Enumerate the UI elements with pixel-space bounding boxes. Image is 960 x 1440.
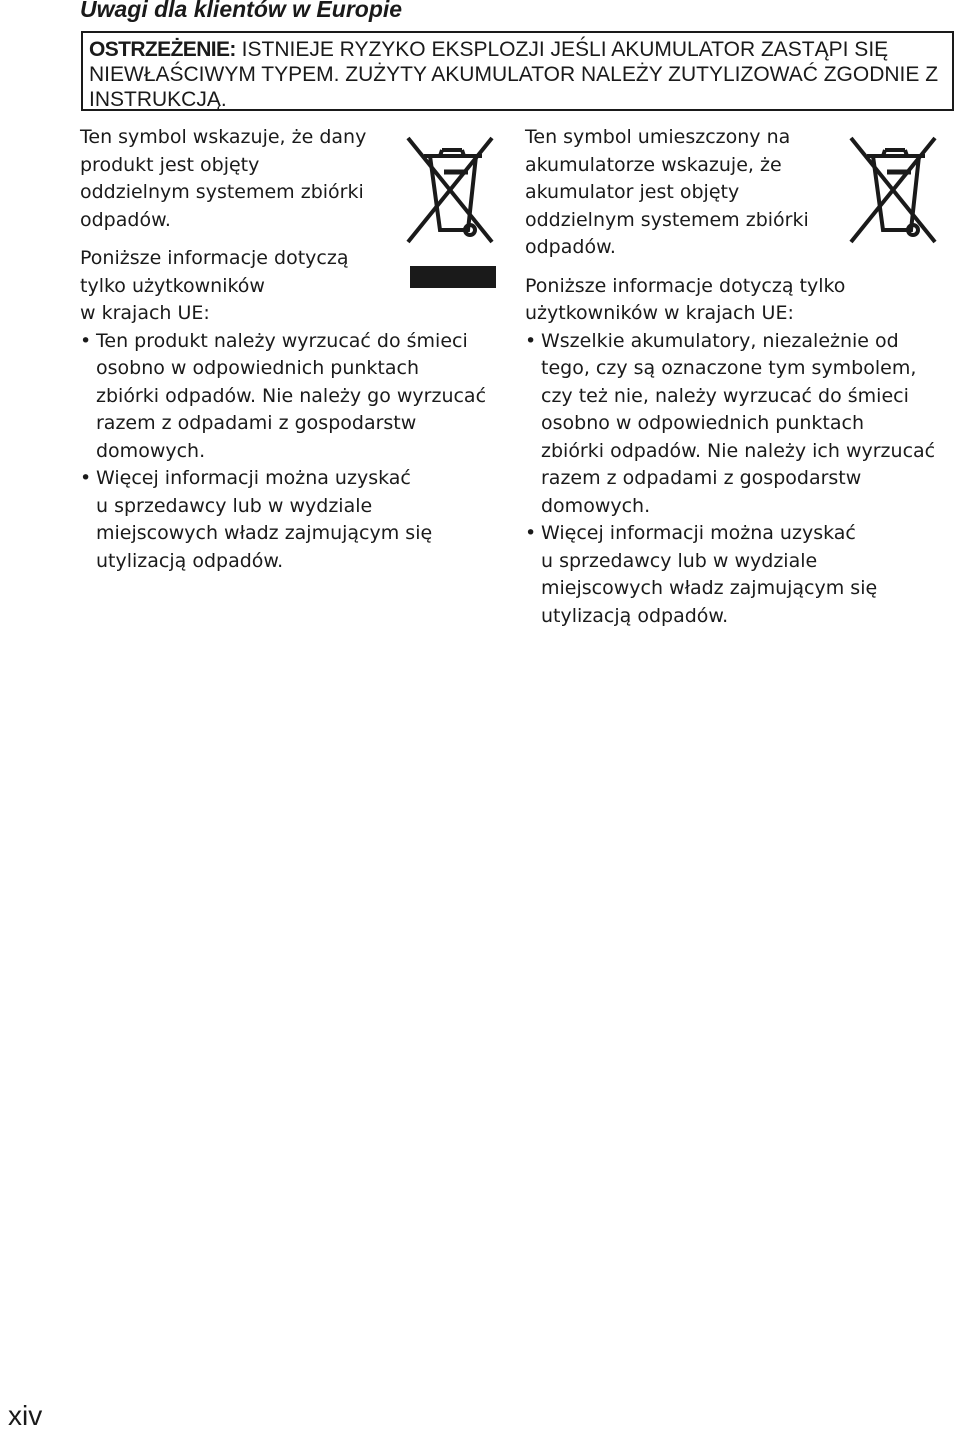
bullet: • xyxy=(80,467,92,489)
disposal-bullet-list xyxy=(80,328,510,576)
page-title: Uwagi dla klientów w Europie xyxy=(80,0,403,22)
bullet: • xyxy=(80,329,92,352)
list-item: • Ten produkt należy wyrzucać do śmieci osobno w odpowiednich punktach zbiórki odpadów. Nie należy go wyrzucać razem z odpadami z gospodarstw domowych. xyxy=(80,329,487,462)
page-number: xiv xyxy=(8,1400,43,1431)
warning-label: OSTRZEŻENIE: xyxy=(89,38,236,61)
list-item: • Wszelkie akumulatory, niezależnie od tego, czy są oznaczone tym symbolem, czy też nie, należy wyrzucać do śmieci osobno w odpowiednich punktach zbiórki odpadów. Nie należy ich wyrzucać razem z odpadami z gospodarstw domowych. xyxy=(525,329,936,517)
eu-users-note: Poniższe informacje dotyczą tylko użytkowników w krajach UE: xyxy=(525,274,846,324)
list-item: • Więcej informacji można uzyskać u sprzedawcy lub w wydziale miejscowych władz zajmującym się utylizacją odpadów. xyxy=(525,522,878,627)
battery-disposal-section xyxy=(525,124,955,630)
eu-users-note: Poniższe informacje dotyczą tylko użytkowników w krajach UE: xyxy=(80,247,349,324)
bullet: • xyxy=(525,329,537,352)
battery-symbol-description: Ten symbol umieszczony na akumulatorze wskazuje, że akumulator jest objęty oddzielnym systemem zbiórki odpadów. xyxy=(525,126,809,258)
product-symbol-description: Ten symbol wskazuje, że dany produkt jest objęty oddzielnym systemem zbiórki odpadów. xyxy=(80,126,367,231)
bullet: • xyxy=(525,522,537,544)
list-item: • Więcej informacji można uzyskać u sprzedawcy lub w wydziale miejscowych władz zajmującym się utylizacją odpadów. xyxy=(80,467,433,572)
product-disposal-section xyxy=(80,124,510,575)
warning-text: ISTNIEJE RYZYKO EKSPLOZJI JEŚLI AKUMULATOR ZASTĄPI SIĘ NIEWŁAŚCIWYM TYPEM. ZUŻYTY AKUMULATOR NALEŻY ZUTYLIZOWAĆ ZGODNIE Z INSTRUKCJĄ. xyxy=(89,38,939,111)
battery-bullet-list xyxy=(525,328,955,631)
warning-box xyxy=(81,31,954,111)
